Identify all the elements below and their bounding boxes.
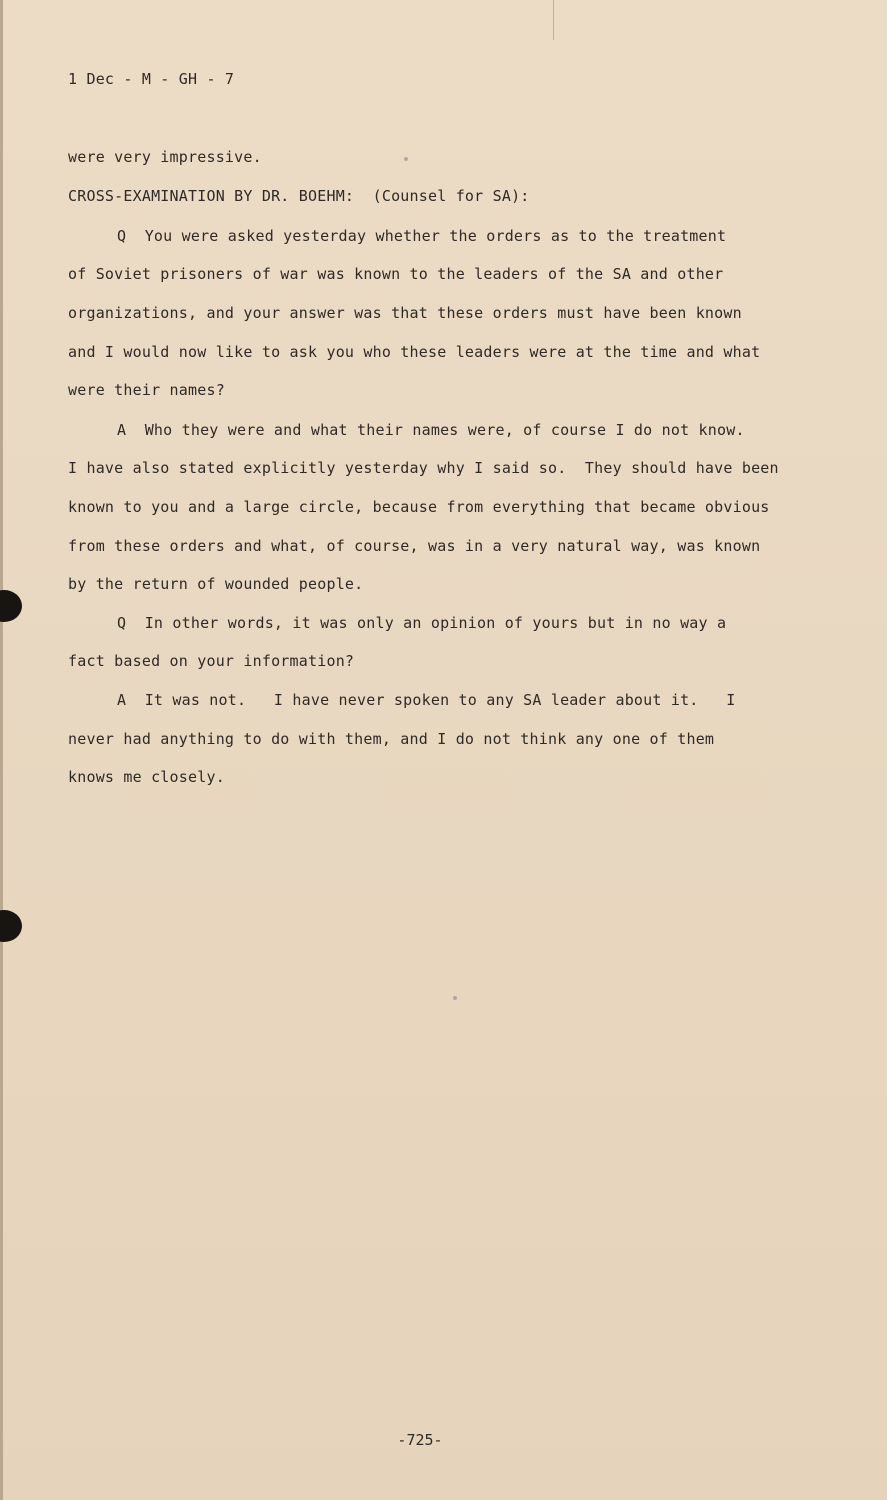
transcript-line: were very impressive.	[68, 148, 262, 166]
transcript-line: A It was not. I have never spoken to any SA leader about it. I	[117, 691, 736, 709]
transcript-line: by the return of wounded people.	[68, 575, 364, 593]
transcript-line: knows me closely.	[68, 768, 225, 786]
binder-punch-hole	[0, 590, 22, 622]
transcript-line: were their names?	[68, 381, 225, 399]
transcript-line: Q You were asked yesterday whether the orders as to the treatment	[117, 227, 727, 245]
binder-punch-hole	[0, 910, 22, 942]
paper-crease-mark	[553, 0, 554, 40]
transcript-line: from these orders and what, of course, was in a very natural way, was known	[68, 537, 761, 555]
document-reference-header: 1 Dec - M - GH - 7	[68, 70, 235, 88]
paper-speck	[404, 157, 408, 161]
transcript-line: known to you and a large circle, because from everything that became obvious	[68, 498, 770, 516]
transcript-line: fact based on your information?	[68, 652, 355, 670]
page-edge-shadow	[0, 0, 3, 1500]
paper-speck	[453, 996, 457, 1000]
page-number: -725-	[397, 1431, 443, 1449]
transcript-line: never had anything to do with them, and I do not think any one of them	[68, 730, 715, 748]
transcript-line: of Soviet prisoners of war was known to the leaders of the SA and other	[68, 265, 724, 283]
transcript-line: Q In other words, it was only an opinion of yours but in no way a	[117, 614, 727, 632]
transcript-line: I have also stated explicitly yesterday why I said so. They should have been	[68, 459, 779, 477]
transcript-line: organizations, and your answer was that these orders must have been known	[68, 304, 742, 322]
transcript-line: and I would now like to ask you who these leaders were at the time and what	[68, 343, 761, 361]
cross-examination-heading: CROSS-EXAMINATION BY DR. BOEHM: (Counsel for SA):	[68, 187, 530, 205]
transcript-line: A Who they were and what their names were, of course I do not know.	[117, 421, 745, 439]
